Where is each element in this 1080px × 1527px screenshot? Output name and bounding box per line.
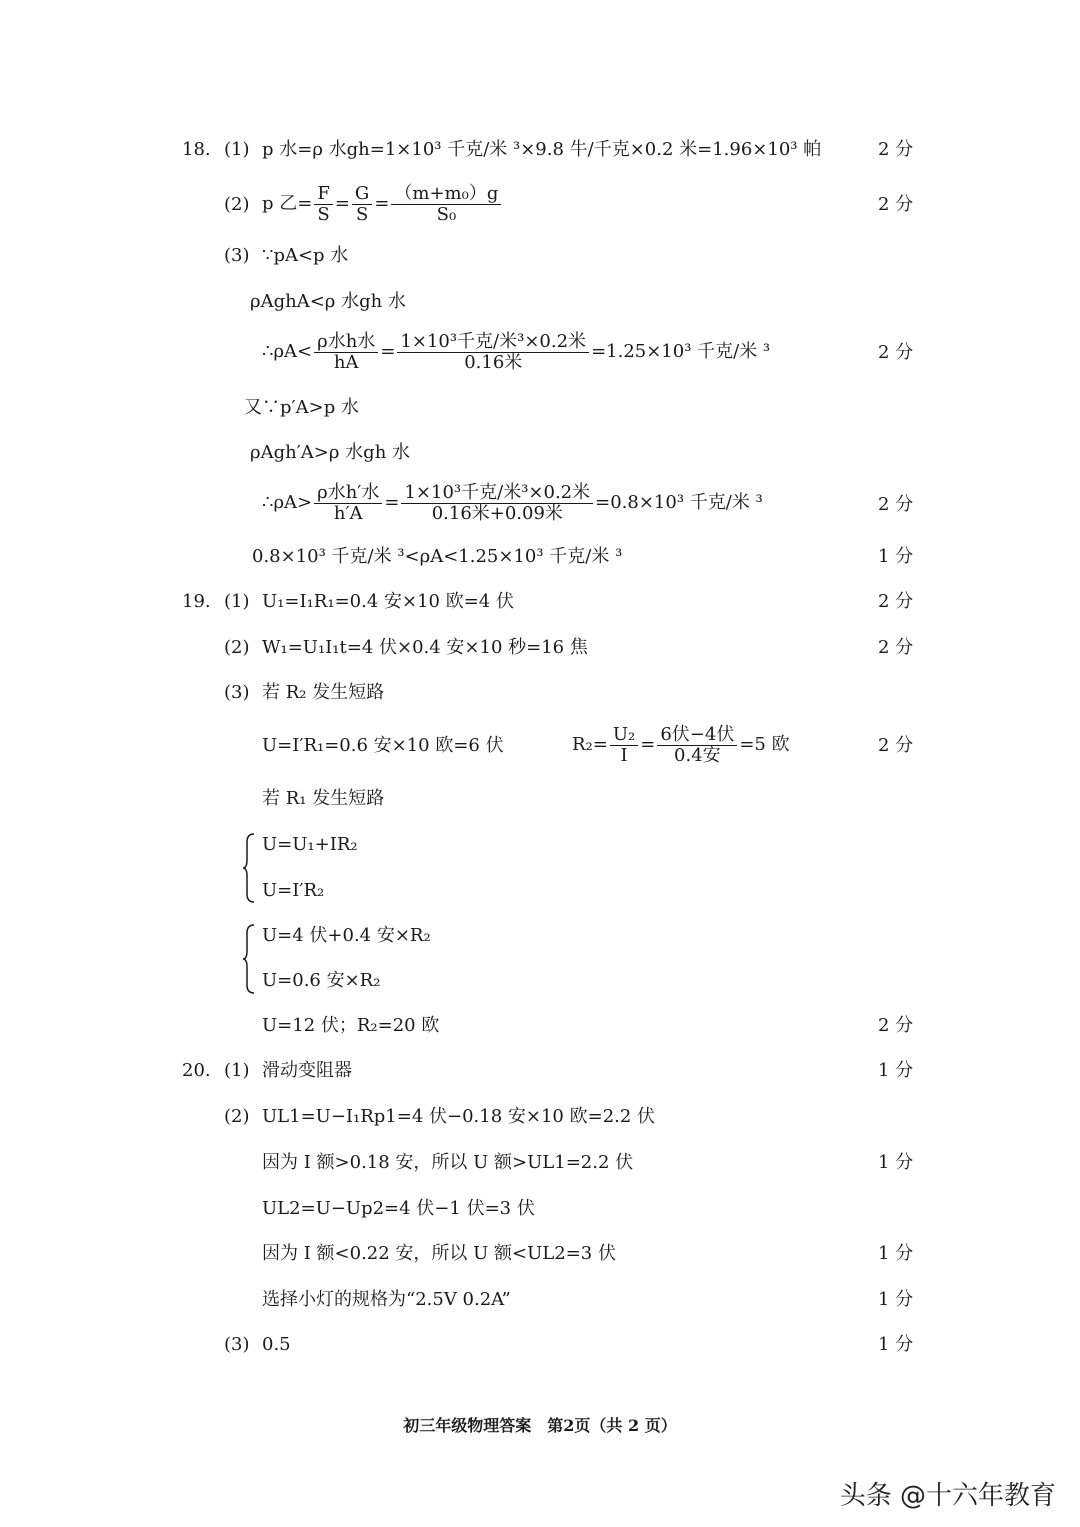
q20-p2-l2-score: 1 分 <box>878 1152 914 1173</box>
q18-p3-l6-frac2 <box>401 483 593 524</box>
q18-p3-l6-post: =0.8×10³ 千克/米 ³ <box>595 492 763 513</box>
q19-part2-label: (2) <box>224 637 250 658</box>
q18-number: 18. <box>182 139 211 160</box>
frac-num: 1×10³千克/米³×0.2米 <box>401 483 593 504</box>
q20-p2-line5: 选择小灯的规格为“2.5V 0.2A” <box>262 1289 511 1310</box>
q18-part1-text: p 水=ρ 水gh=1×10³ 千克/米 ³×9.8 牛/千克×0.2 米=1.96×10³ 帕 <box>262 139 822 160</box>
q18-p3-line1: ∵pA<p 水 <box>262 245 349 266</box>
frac-num: U₂ <box>610 725 638 746</box>
q19-system1-eq1: U=U₁+IR₂ <box>262 834 358 855</box>
q19-p3-l2b-eq: = <box>640 734 656 755</box>
q19-result-score: 2 分 <box>878 1015 914 1036</box>
q20-part1-score: 1 分 <box>878 1060 914 1081</box>
q18-p3-l3-eq: = <box>380 341 396 362</box>
frac-num: F <box>314 184 333 205</box>
q18-p3-l3-pre: ∴ρA< <box>262 341 313 362</box>
frac-den: h′A <box>333 502 363 524</box>
q20-part3-score: 1 分 <box>878 1334 914 1355</box>
q18-p3-line4: 又∵p′A>p 水 <box>244 397 359 418</box>
q18-part2-formula <box>262 181 503 227</box>
q20-p2-line3: UL2=U−Up2=4 伏−1 伏=3 伏 <box>262 1198 535 1219</box>
q18-p3-line6 <box>262 480 763 526</box>
q19-p3-l2-score: 2 分 <box>878 735 914 756</box>
q18-p2-frac1 <box>314 184 333 225</box>
brace-icon <box>242 832 256 904</box>
q19-system1-eq2: U=I′R₂ <box>262 880 325 901</box>
frac-num: ρ水h水 <box>314 332 378 353</box>
q18-p2-eq2: = <box>374 193 390 214</box>
q20-part1-text: 滑动变阻器 <box>262 1060 352 1081</box>
frac-den: hA <box>333 351 359 373</box>
q18-p3-line7: 0.8×10³ 千克/米 ³<ρA<1.25×10³ 千克/米 ³ <box>252 546 623 567</box>
frac-num: 6伏−4伏 <box>657 725 737 746</box>
q19-system2-eq2: U=0.6 安×R₂ <box>262 970 381 991</box>
frac-den: S <box>317 203 330 225</box>
frac-den: I <box>620 744 628 766</box>
q19-p3-line1: 若 R₂ 发生短路 <box>262 682 385 703</box>
q18-p3-l6-pre: ∴ρA> <box>262 492 313 513</box>
q19-part1-label: (1) <box>224 591 250 612</box>
q20-part3-text: 0.5 <box>262 1334 291 1355</box>
q20-p2-l5-score: 1 分 <box>878 1289 914 1310</box>
page-footer: 初三年级物理答案 第2页（共 2 页） <box>403 1416 677 1435</box>
frac-den: 0.4安 <box>674 744 721 766</box>
q18-p2-eq: = <box>334 193 350 214</box>
q19-p3-line2b <box>572 722 790 768</box>
frac-den: 0.16米 <box>464 351 523 373</box>
q18-p3-l6-frac1 <box>314 483 382 524</box>
q18-part1-label: (1) <box>224 139 250 160</box>
q19-part1-text: U₁=I₁R₁=0.4 安×10 欧=4 伏 <box>262 591 514 612</box>
q19-p3-line2a: U=I′R₁=0.6 安×10 欧=6 伏 <box>262 735 504 756</box>
q20-p2-l4-score: 1 分 <box>878 1243 914 1264</box>
q18-p3-l3-score: 2 分 <box>878 342 914 363</box>
frac-num: G <box>352 184 372 205</box>
q18-p3-l6-score: 2 分 <box>878 494 914 515</box>
q19-p3-l2b-post: =5 欧 <box>739 734 790 755</box>
q20-p2-line1: UL1=U−I₁Rp1=4 伏−0.18 安×10 欧=2.2 伏 <box>262 1106 656 1127</box>
frac-num: 1×10³千克/米³×0.2米 <box>397 332 589 353</box>
frac-den: S <box>355 203 369 225</box>
q18-p3-line2: ρAghA<ρ 水gh 水 <box>250 291 406 312</box>
q18-p3-l6-eq: = <box>384 492 400 513</box>
q18-p3-l7-score: 1 分 <box>878 546 914 567</box>
q18-part1-score: 2 分 <box>878 139 914 160</box>
q20-p2-line2: 因为 I 额>0.18 安，所以 U 额>UL1=2.2 伏 <box>262 1152 634 1173</box>
q20-part3-label: (3) <box>224 1334 250 1355</box>
q18-p3-line3 <box>262 329 770 375</box>
frac-num: ρ水h′水 <box>314 483 382 504</box>
q19-result: U=12 伏；R₂=20 欧 <box>262 1015 440 1036</box>
q18-p3-l3-post: =1.25×10³ 千克/米 ³ <box>591 341 771 362</box>
q20-part2-label: (2) <box>224 1106 250 1127</box>
q18-part2-score: 2 分 <box>878 194 914 215</box>
q18-p3-line5: ρAgh′A>ρ 水gh 水 <box>250 442 411 463</box>
q20-number: 20. <box>182 1060 211 1081</box>
q19-p3-l2b-frac1 <box>610 725 638 766</box>
brace-icon <box>242 923 256 995</box>
frac-den: S₀ <box>436 203 457 225</box>
q18-part3-label: (3) <box>224 245 250 266</box>
q18-part2-label: (2) <box>224 194 250 215</box>
q20-p2-line4: 因为 I 额<0.22 安，所以 U 额<UL2=3 伏 <box>262 1243 616 1264</box>
q19-part2-score: 2 分 <box>878 637 914 658</box>
q19-part3-label: (3) <box>224 682 250 703</box>
q18-p2-frac2 <box>352 184 372 225</box>
q19-system2-eq1: U=4 伏+0.4 安×R₂ <box>262 925 431 946</box>
q20-part1-label: (1) <box>224 1060 250 1081</box>
watermark: 头条 @十六年教育 <box>839 1481 1056 1511</box>
q19-p3-line3: 若 R₁ 发生短路 <box>262 788 385 809</box>
q18-p2-lhs: p 乙= <box>262 193 313 214</box>
frac-den: 0.16米+0.09米 <box>431 502 563 524</box>
frac-num: （m+m₀）g <box>391 184 501 205</box>
q19-number: 19. <box>182 591 211 612</box>
q19-p3-l2b-pre: R₂= <box>572 734 608 755</box>
q19-part2-text: W₁=U₁I₁t=4 伏×0.4 安×10 秒=16 焦 <box>262 637 588 658</box>
q18-p3-l3-frac1 <box>314 332 378 373</box>
q19-p3-l2b-frac2 <box>657 725 737 766</box>
q18-p3-l3-frac2 <box>397 332 589 373</box>
q19-part1-score: 2 分 <box>878 591 914 612</box>
q18-p2-frac3 <box>391 184 501 225</box>
